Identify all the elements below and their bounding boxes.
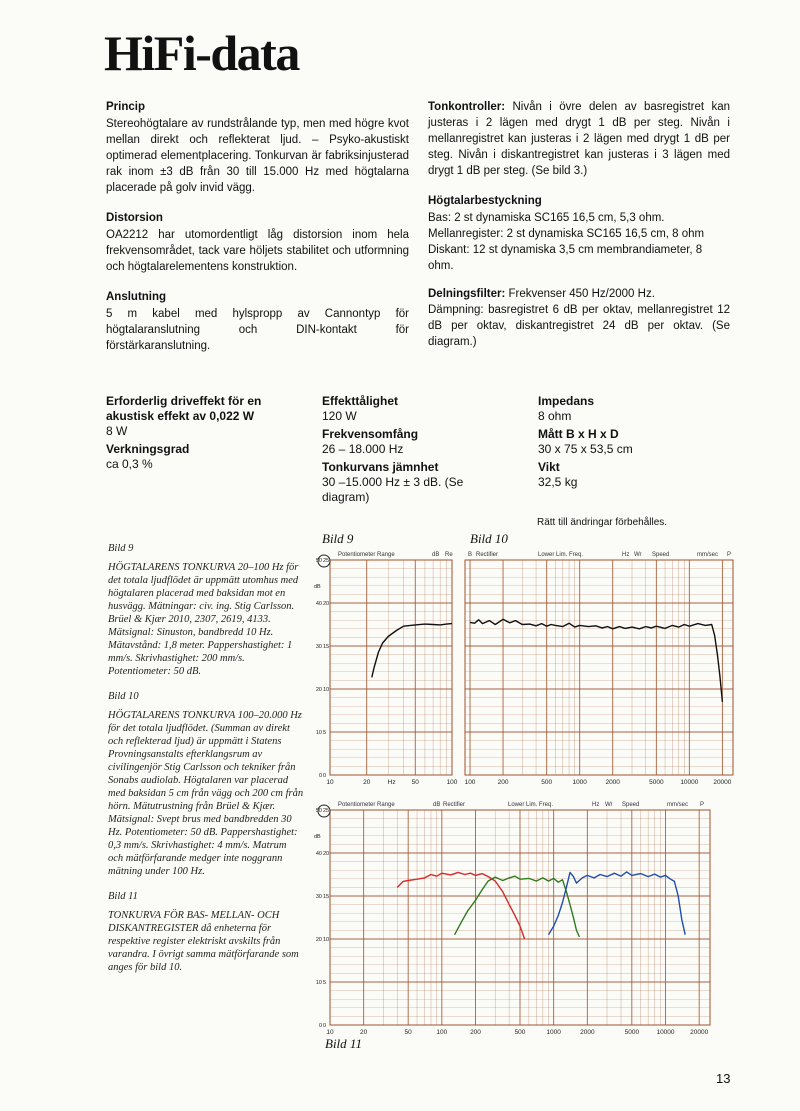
header-wr: Wr: [634, 552, 642, 558]
y-tick-label-secondary: 0: [323, 773, 327, 779]
spec-value: 8 ohm: [538, 409, 572, 423]
header-speed: Speed: [622, 802, 640, 808]
tonkurva-line: [470, 619, 722, 702]
x-tick-label: 10: [326, 1029, 334, 1036]
x-tick-label: 50: [411, 779, 419, 786]
x-tick-label: 20: [360, 1029, 368, 1036]
hogtalar-line: Mellanregister: 2 st dynamiska SC165 16,5 cm, 8 ohm: [428, 228, 705, 240]
header-lower-lim-freq: Lower Lim. Freq.: [508, 802, 554, 808]
header-mm-sec: mm/sec: [667, 802, 688, 808]
disclaimer-note: Rätt till ändringar förbehålles.: [537, 517, 668, 528]
x-tick-label: 20000: [713, 779, 732, 786]
y-tick-label-secondary: 10: [323, 687, 330, 693]
caption-label: Bild 9: [108, 543, 134, 554]
section-body: Stereohögtalare av rundstrålande typ, men med högre kvot mellan direkt och reflekterat ljud. – Psyko-akustiskt optimerad elementplacering. Tonkurvan är fabriksinjusterad rak inom ±3 dB från 30 till 15.000 Hz med högtalarna placerade på golv invid vägg.: [106, 118, 409, 194]
y-unit-label: dB: [314, 583, 321, 590]
y-tick-label-secondary: 5: [323, 730, 327, 736]
y-tick-label-secondary: 5: [323, 980, 327, 986]
header-b: B: [468, 552, 473, 558]
y-tick-label-secondary: 20: [323, 601, 330, 607]
x-tick-label: 200: [470, 1029, 481, 1036]
x-tick-label: 500: [541, 779, 553, 786]
section-heading: Princip: [106, 101, 145, 113]
x-tick-label: 1000: [546, 1029, 561, 1036]
spec-heading: Effekttålighet: [322, 394, 399, 408]
x-tick-label: 10: [326, 779, 334, 786]
header-wr: Wr: [605, 802, 613, 808]
page-title: HiFi-data: [104, 25, 299, 81]
x-tick-label: 50: [404, 1029, 412, 1036]
tonkontroller-text: Nivån i övre delen av basregistret kan justeras i 2 lägen med drygt 1 dB per steg. Nivån i mellanregistret kan justeras i 2 lägen med drygt 1 dB per steg. Nivån i diskantregistret kan justeras i 3 lägen med drygt 1 dB per steg. (Se bild 3.): [428, 101, 731, 177]
x-tick-label: 1000: [572, 779, 587, 786]
section-body: OA2212 har utomordentligt låg distorsion inom hela frekvensområdet, tack vare höljets stabilitet och utformning och högtalarelementens konstruktion.: [106, 229, 409, 273]
delning-text-2: Dämpning: basregistret 6 dB per oktav, mellanregistret 12 dB per oktav, diskantregistret 24 dB per oktav. (Se diagram.): [428, 304, 730, 348]
chart-frame: [465, 560, 733, 775]
header-lower-lim-freq: Lower Lim. Freq.: [538, 552, 584, 558]
caption-text: TONKURVA FÖR BAS- MELLAN- OCH DISKANTREGISTER då enheterna för respektive register elektriskt avskilts från varandra. I övrigt samma mätförfarande som anges för bild 10.: [108, 910, 299, 973]
x-tick-label: 5000: [649, 779, 664, 786]
x-tick-label: 20000: [690, 1029, 709, 1036]
x-tick-label: Hz: [387, 779, 396, 786]
hogtalar-line: Diskant: 12 st dynamiska 3,5 cm membrandiameter, 8 ohm.: [428, 244, 703, 272]
chart-bild9: [314, 555, 458, 786]
y-tick-label: 10: [315, 980, 322, 986]
section-heading: Distorsion: [106, 212, 163, 224]
y-unit-label: dB: [314, 833, 321, 840]
header-speed: Speed: [652, 552, 670, 558]
chart-header-bild9: [338, 552, 453, 558]
spec-heading: Mått B x H x D: [538, 427, 619, 441]
x-tick-label: 100: [436, 1029, 448, 1036]
delning-label: Delningsfilter:: [428, 288, 506, 300]
chart-label-bild11: Bild 11: [325, 1036, 362, 1051]
x-tick-label: 100: [446, 779, 458, 786]
spec-value: 32,5 kg: [538, 475, 578, 489]
x-tick-label: 2000: [605, 779, 620, 786]
y-tick-label-secondary: 15: [323, 894, 330, 900]
header-re: Re: [445, 552, 453, 558]
x-tick-label: 100: [464, 779, 476, 786]
y-tick-label: 30: [315, 644, 322, 650]
y-tick-label: 0: [318, 1023, 322, 1029]
chart-label-bild9: Bild 9: [322, 531, 354, 546]
y-tick-label: 0: [318, 773, 322, 779]
y-tick-label: 20: [315, 687, 322, 693]
chart-header-bild11: [338, 802, 704, 808]
y-tick-label-secondary: 25: [323, 808, 330, 814]
header-potentiometer-range: Potentiometer Range: [338, 552, 395, 558]
spec-heading: Verkningsgrad: [106, 442, 190, 456]
tonkurva-line: [372, 624, 452, 678]
header-hz: Hz: [592, 802, 600, 808]
x-tick-label: 5000: [624, 1029, 640, 1036]
header-p: P: [727, 552, 732, 558]
spec-heading: Erforderlig driveffekt för en akustisk effekt av 0,022 W: [106, 394, 262, 423]
y-tick-label: 50: [315, 808, 322, 814]
y-tick-label: 40: [315, 601, 322, 607]
y-tick-label-secondary: 15: [323, 644, 330, 650]
chart-bild10: [465, 560, 733, 786]
spec-heading: Impedans: [538, 394, 595, 408]
y-tick-label-secondary: 25: [323, 558, 330, 564]
bass-register-line: [397, 872, 524, 939]
x-tick-label: 2000: [580, 1029, 595, 1036]
y-tick-label: 30: [315, 894, 322, 900]
chart-header-bild10: [468, 552, 731, 558]
spec-value: 30 x 75 x 53,5 cm: [538, 442, 633, 456]
tonkontroller-label: Tonkontroller:: [428, 101, 506, 113]
x-tick-label: 20: [363, 779, 371, 786]
spec-value: ca 0,3 %: [106, 457, 153, 471]
spec-value: 8 W: [106, 424, 128, 438]
delning-text-1: Frekvenser 450 Hz/2000 Hz.: [508, 288, 655, 300]
section-body: 5 m kabel med hylspropp av Cannontyp för högtalaranslutning och DIN-kontakt för förstärkaranslutning.: [106, 308, 409, 352]
hogtalar-line: Bas: 2 st dynamiska SC165 16,5 cm, 5,3 ohm.: [428, 212, 665, 224]
page-number: 13: [716, 1071, 731, 1086]
spec-value: 120 W: [322, 409, 357, 423]
spec-heading: Frekvensomfång: [322, 427, 419, 441]
chart-label-bild10: Bild 10: [470, 531, 508, 546]
caption-label: Bild 11: [108, 891, 138, 902]
x-tick-label: 500: [514, 1029, 526, 1036]
section-heading: Högtalarbestyckning: [428, 195, 542, 207]
y-tick-label: 20: [315, 937, 322, 943]
spec-value: 26 – 18.000 Hz: [322, 442, 404, 456]
chart-bild11: [314, 805, 710, 1036]
header-rectifier: Rectifier: [443, 802, 466, 808]
x-tick-label: 10000: [656, 1029, 675, 1036]
spec-heading: Tonkurvans jämnhet: [322, 460, 439, 474]
section-heading: Anslutning: [106, 291, 167, 303]
spec-value: 30 –15.000 Hz ± 3 dB. (Se diagram): [322, 475, 464, 504]
y-tick-label-secondary: 20: [323, 851, 330, 857]
caption-label: Bild 10: [108, 691, 139, 702]
spec-heading: Vikt: [538, 460, 560, 474]
y-tick-label: 50: [315, 558, 322, 564]
header-rectifier: Rectifier: [476, 552, 499, 558]
header-mm-sec: mm/sec: [697, 552, 718, 558]
header-hz: Hz: [622, 552, 630, 558]
header-potentiometer-range: Potentiometer Range: [338, 802, 395, 808]
y-tick-label-secondary: 10: [323, 937, 330, 943]
x-tick-label: 200: [497, 779, 509, 786]
y-tick-label-secondary: 0: [323, 1023, 327, 1029]
header-db: dB: [432, 552, 440, 558]
header-p: P: [700, 802, 705, 808]
header-db: dB: [433, 802, 441, 808]
caption-text: HÖGTALARENS TONKURVA 20–100 Hz för det totala ljudflödet är uppmätt utomhus med högtalaren placerad med baksidan mot en husvägg. Mätningar: civ. ing. Stig Carlsson. Brüel & Kjær 2010, 2307, 2619, 4133. Mätsignal: Sinuston, bandbredd 10 Hz. Mätavstånd: 1,8 meter. Pappershastighet: 1 mm/s. Skrivhastighet: 200 mm/s. Potentiometer: 50 dB.: [108, 562, 299, 677]
caption-text: HÖGTALARENS TONKURVA 100–20.000 Hz för det totala ljudflödet. (Summan av direkt och reflekterad ljud) är uppmätt i Statens Provningsanstalts efterklangsrum av civilingenjör Stig Carlsson och tekniker från Sonabs audiolab. Högtalaren var placerad med baksidan 5 cm från vägg och 200 cm från hörn. Mätutrustning från Brüel & Kjær. Mätsignal: Svept brus med bandbredden 30 Hz. Potentiometer: 50 dB. Pappershastighet: 0,3 mm/s. Skrivhastighet: 4 mm/s. Matrum och mätförfarande medger inte noggrann mätning under 100 Hz.: [108, 710, 304, 877]
x-tick-label: 10000: [680, 779, 699, 786]
chart-frame: [330, 560, 452, 775]
y-tick-label: 40: [315, 851, 322, 857]
y-tick-label: 10: [315, 730, 322, 736]
